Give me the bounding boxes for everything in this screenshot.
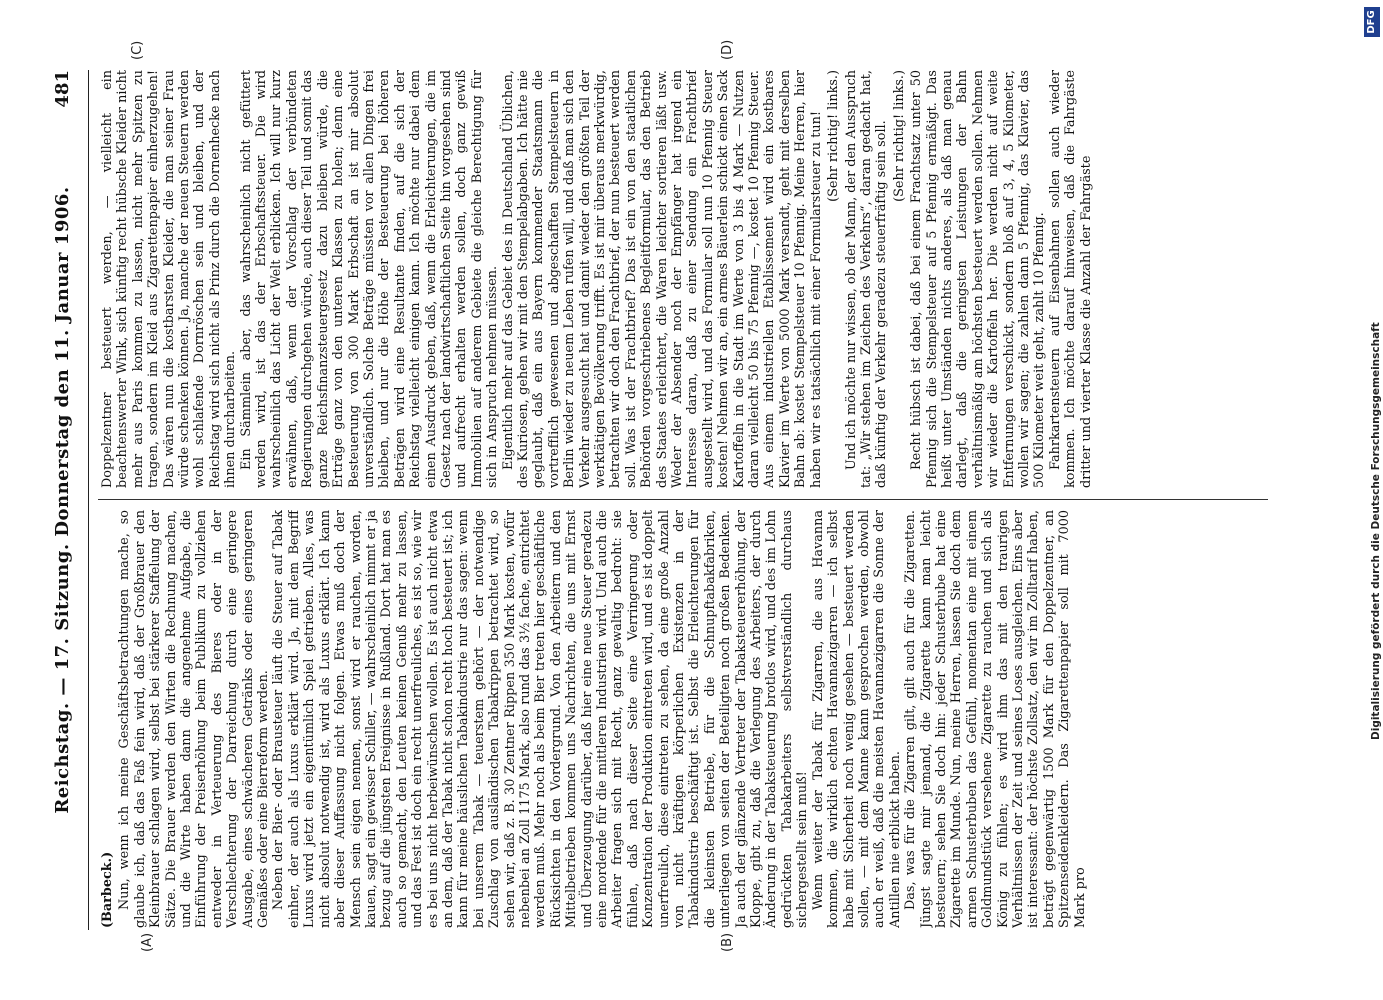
dfg-logo: DFG: [1364, 7, 1380, 37]
page-header: [52, 70, 78, 930]
page-number: 481: [52, 70, 73, 108]
paragraph: Eigentlich mehr auf das Gebiet des in Deutschland Üblichen, des Kuriosen, gehen wir mit den Stempelabgaben. Ich hätte nie geglaubt, daß ein aus Bayern kommender Staatsmann die vortrefflich gewesenen und abgeschafften Stempelsteuern in Berlin wieder zu neuem Leben rufen will, und daß man sich den Verkehr ausgesucht hat und damit wieder den größten Teil der werktätigen Bevölkerung trifft. Es ist mir überaus merkwürdig, betrachten wir doch den Frachtbrief, der nun besteuert werden soll. Was ist der Frachtbrief? Das ist ein von den staatlichen Behörden vorgeschriebenes Begleitformular, das den Betrieb des Staates erleichtert, die Waren leichter sortieren läßt usw. Weder der Absender noch der Empfänger hat irgend ein Interesse daran, daß zu einer Sendung ein Frachtbrief ausgestellt wird, und das Formular soll nun 10 Pfennig Steuer kosten! Nehmen wir an, ein armes Bäuerlein schickt einen Sack Kartoffeln in die Stadt im Werte von 3 bis 4 Mark — Nutzen daran vielleicht 50 bis 75 Pfennig —, kostet 10 Pfennig Steuer. Aus einem industriellen Etablissement wird ein kostbares Klavier im Werte von 5000 Mark versandt, geht mit derselben Bahn ab: kostet Stempelsteuer 10 Pfennig. Meine Herren, hier haben wir es tatsächlich mit einer Formularsteuer zu tun!: [500, 70, 824, 488]
margin-marker-d: (D): [720, 39, 735, 60]
paragraph: Nun, wenn ich meine Geschäftsbetrachtungen mache, so glaube ich, daß das Faß fein wird, daß der Großbrauer den Kleinbrauer schlagen wird, selbst bei stärkerer Staffelung der Sätze. Die Brauer werden den Wirten die Rechnung machen, und die Wirte haben dann die angenehme Aufgabe, die Einführung der Preiserhöhung beim Publikum zu vollziehen entweder in Verteuerung des Bieres oder in der Verschlechterung der Darreichung durch eine geringere Ausgabe, eines schwächeren Getränks oder eines geringeren Gemäßes oder eine Bierreform werden.: [117, 510, 272, 928]
paragraph: Doppelzentner besteuert werden, — vielleicht ein beachtenswerter Wink, sich künftig recht hübsche Kleider nicht mehr aus Paris kommen zu lassen, nicht mehr Spitzen zu tragen, sondern im Kleid aus Zigarettenpapier einherzugehen! Das wären nun die kostbarsten Kleider, die man seiner Frau würde schenken können. Ja, manche der neuen Steuern werden wohl schlafende Dornröschen sein und bleiben, und der Reichstag wird sich nicht als Prinz durch die Dornenhecke nach ihnen durcharbeiten.: [100, 70, 239, 488]
paragraph: Ein Sämmlein aber, das wahrscheinlich nicht gefüttert werden wird, ist das der Erbschaftssteuer. Die wird wahrscheinlich das Licht der Welt erblicken. Ich will nur kurz erwähnen, daß, wenn der Vorschlag der verbündeten Regierungen durchgehen würde, auch dieser Teil und somit das ganze Reichsfinanzsteuergesetz dazu bleiben würde, die Erträge ganz von den unteren Klassen zu holen; denn eine Besteuerung von 300 Mark Erbschaft an ist mir absolut unverständlich. Solche Beträge müssten vor allen Dingen frei bleiben, und nur die Höhe der Besteuerung bei höheren Beträgen wird eine Resultante finden, auf die sich der Reichstag vielleicht einigen kann. Ich möchte nur dabei dem einen Ausdruck geben, daß, wenn die Erleichterungen, die im Gesetz nach der landwirtschaftlichen Seite hin vorgesehen sind und aufrecht erhalten werden sollen, doch ganz gewiß Immobilien auf anderem Gebiete die gleiche Berechtigung für sich in Anspruch nehmen müssen.: [238, 70, 501, 488]
header-rule: [88, 70, 89, 930]
speaker-label: (Barbeck.): [100, 851, 115, 928]
paragraph: Wenn weiter der Tabak für Zigarren, die aus Havanna kommen, die wirklich echten Havannazigarren — ich selbst habe mit Sicherheit noch wenig gesehen — besteuert werden sollen, — mit dem Manne kann gesprochen werden, obwohl auch er weiß, daß die meisten Havannazigarren die Sonne der Antillen nie erblickt haben.: [810, 510, 903, 928]
margin-marker-c: (C): [130, 40, 145, 60]
paragraph: Und ich möchte nur wissen, ob der Mann, der den Ausspruch tat: „Wir stehen im Zeichen des Verkehrs“, daran gedacht hat, daß künftig der Verkehr geradezu steuerfräftig sein soll.: [843, 70, 890, 488]
paragraph: Recht hübsch ist dabei, daß bei einem Frachtsatz unter 50 Pfennig sich die Stempelsteuer auf 5 Pfennig ermäßigt. Das heißt unter Umständen nichts anderes, als daß man genau darlegt, daß die geringsten Leistungen der Bahn verhältnismäßig am höchsten besteuert werden sollen. Nehmen wir wieder die Kartoffeln her. Die werden nicht auf weite Entfernungen verschickt, sondern bloß auf 3, 4, 5 Kilometer, wollen wir sagen; die zahlen dann 5 Pfennig, das Klavier, das 500 Kilometer weit geht, zahlt 10 Pfennig.: [909, 70, 1048, 488]
stage-direction: (Sehr richtig! links.): [826, 70, 842, 202]
right-column: [100, 70, 1260, 488]
paragraph: Neben der Bier- oder Brausteuer läuft die Steuer auf Tabak einher, der auch als Luxus erklärt wird. Ja, mit dem Begriff Luxus wird jetzt ein eigentümlich Spiel getrieben. Alles, was nicht absolut notwendig ist, wird als Luxus erklärt. Ich kann aber dieser Auffassung nicht folgen. Etwas muß doch der Mensch sein eigen nennen, sonst wird er rauchen, worden, kauen, sagt ein gewisser Schiller, — wahrscheinlich nimmt er ja bezug auf die jüngsten Ereignisse in Rußland. Dort hat man es auch so gemacht, den Leuten keinen Genuß mehr zu lassen, und das Fest ist doch ein recht unerfreuliches, es ist so, wie wir es bei uns nicht herbeiwünschen wollen. Es ist auch nicht etwa an dem, daß der Tabak nicht schon recht hoch besteuert ist; ich kann für meine häuslichen Tabakindustrie nur das sagen: wenn bei unserem Tabak — teuerstem gehört — der notwendige Zuschlag von ausländischen Tabakrippen betrachtet wird, so sehen wir, daß z. B. 30 Zentner Rippen 350 Mark kosten, wofür nebenbei an Zoll 1175 Mark, also rund das 3½ fache, entrichtet werden muß. Mehr noch als beim Bier treten hier geschäftliche Rücksichten in den Vordergrund. Von den Arbeitern und den Mittelbetrieben kommen uns Nachrichten, die uns mit Ernst und Überzeugung darüber, daß hier eine neue Steuer geradezu eine mordende für die mittleren Industrien wird. Und auch die Arbeiter fragen sich mit Recht, ganz gewaltig bedroht: sie fühlen, daß nach dieser Seite eine Verringerung oder Konzentration der Produktion eintreten wird, und es ist doppelt unerfreulich, diese eintreten zu sehen, da eine große Anzahl von nicht kräftigen körperlichen Existenzen in der Tabakindustrie beschäftigt ist. Selbst die Erleichterungen für die kleinsten Betriebe, für die Schnupftabakfabriken, unterliegen von seiten der Beteiligten noch großen Bedenken. Ja auch der glänzende Vertreter der Tabaksteuererhöhung, der Kloppe, gibt zu, daß die Verlegung des Arbeiters, der durch Änderung in der Tabaksteuerung brotlos wird, und des im Lohn gedrückten Tabakarbeiters selbstverständlich durchaus sichergestellt sein muß!: [271, 510, 811, 928]
margin-marker-a: (A): [140, 932, 155, 952]
paragraph: Das, was für die Zigarren gilt, gilt auch für die Zigaretten. Jüngst sagte mir jemand, die Zigarette kann man leicht besteuern; sehen Sie doch hin: jeder Schusterbube hat eine Zigarette im Munde. Nun, meine Herren, lassen Sie doch dem armen Schusterbuben das Gefühl, momentan eine mit einem Goldmundstück versehene Zigarette zu rauchen und sich als König zu fühlen; es wird ihm das mit den traurigen Verhältnissen der Zeit und seines Loses ausgleichen. Eins aber ist interessant: der höchste Zollsatz, den wir im Zolltarif haben, beträgt gegenwärtig 1500 Mark für den Doppelzentner, an Spitzenseidenkleidern. Das Zigarettenpapier soll mit 7000 Mark pro: [903, 510, 1088, 928]
stage-direction: (Sehr richtig! links.): [891, 70, 907, 202]
column-divider: [98, 499, 1268, 500]
margin-marker-b: (B): [720, 932, 735, 952]
left-column: [100, 510, 1260, 928]
digitization-credit: Digitalisierung gefördert durch die Deutsche Forschungsgemeinschaft: [1370, 322, 1382, 740]
page-title: Reichstag. — 17. Sitzung. Donnerstag den 11. Januar 1906.: [52, 186, 73, 814]
paragraph: Fahrkartensteuern auf Eisenbahnen sollen auch wieder kommen. Ich möchte darauf hinweisen, daß die Fahrgäste dritter und vierter Klasse die Anzahl der Fahrgäste: [1047, 70, 1094, 488]
